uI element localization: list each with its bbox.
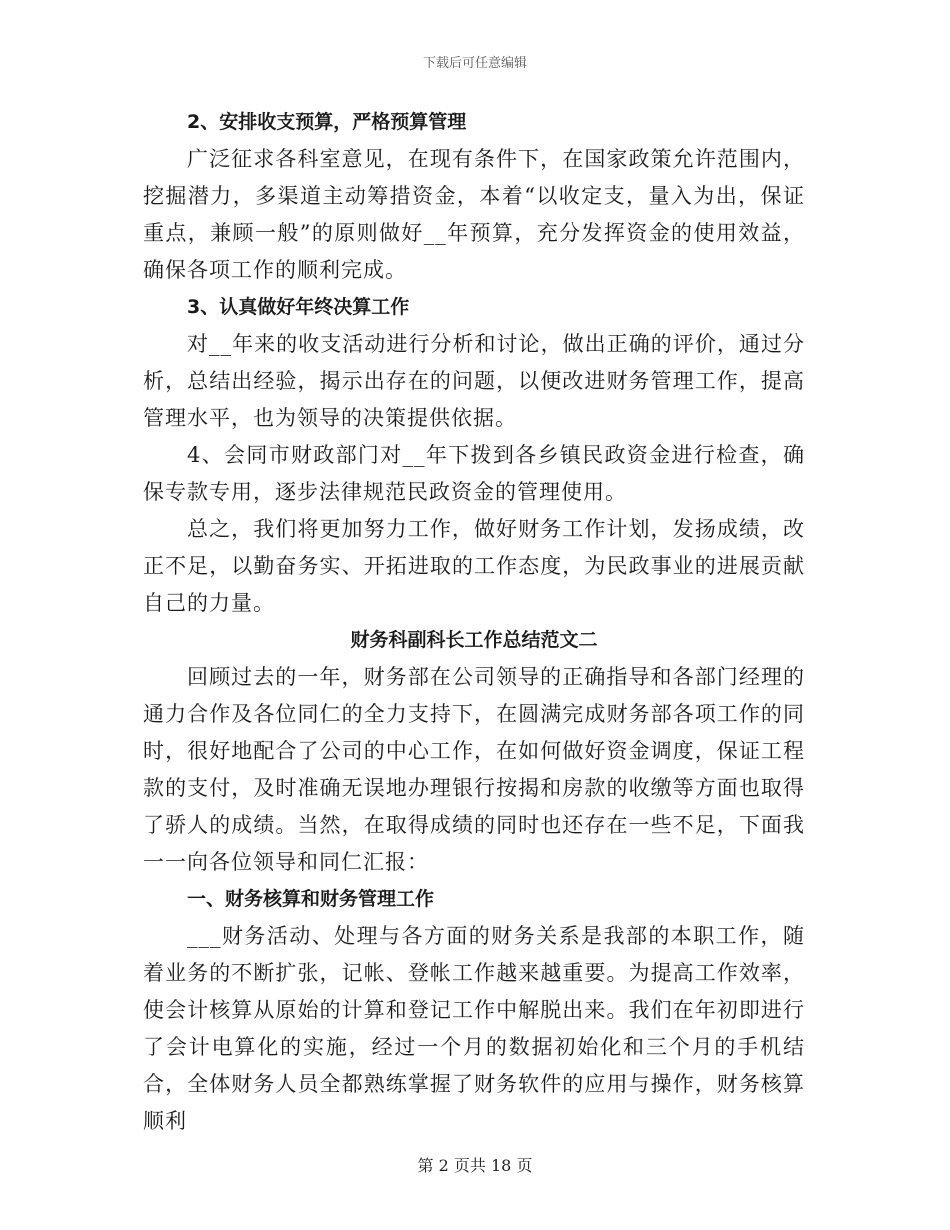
body-paragraph: 广泛征求各科室意见，在现有条件下，在国家政策允许范围内，挖掘潜力，多渠道主动筹措资金，本着“以收定支，量入为出，保证重点，兼顾一般”的原则做好__年预算，充分发挥资金的使用效益，确保各项工作的顺利完成。 — [143, 147, 805, 282]
body-paragraph: 对__年来的收支活动进行分析和讨论，做出正确的评价，通过分析，总结出经验，揭示出存在的问题，以便改进财务管理工作，提高管理水平，也为领导的决策提供依据。 — [143, 332, 805, 430]
body-paragraph: 总之，我们将更加努力工作，做好财务工作计划，发扬成绩，改正不足，以勤奋务实、开拓进取的工作态度，为民政事业的进展贡献自己的力量。 — [143, 517, 805, 615]
page-footer: 第 2 页共 18 页 — [417, 1156, 533, 1175]
section-heading: 一、财务核算和财务管理工作 — [187, 888, 435, 910]
body-paragraph: ___财务活动、处理与各方面的财务关系是我部的本职工作，随着业务的不断扩张，记帐、登帐工作越来越重要。为提高工作效率，使会计核算从原始的计算和登记工作中解脱出来。我们在年初即进行了会计电算化的实施，经过一个月的数据初始化和三个月的手机结合，全体财务人员全都熟练掌握了财务软件的应用与操作，财务核算顺利 — [143, 924, 805, 1133]
page-header: 下载后可任意编辑 — [422, 56, 527, 71]
article-title: 财务科副科长工作总结范文二 — [350, 629, 598, 651]
section-heading: 3、认真做好年终决算工作 — [187, 296, 410, 318]
body-paragraph: 4、会同市财政部门对__年下拨到各乡镇民政资金进行检查，确保专款专用，逐步法律规范民政资金的管理使用。 — [143, 443, 805, 504]
section-heading: 2、安排收支预算，严格预算管理 — [187, 111, 467, 133]
document-body — [143, 104, 805, 1140]
body-paragraph: 回顾过去的一年，财务部在公司领导的正确指导和各部门经理的通力合作及各位同仁的全力支持下，在圆满完成财务部各项工作的同时，很好地配合了公司的中心工作，在如何做好资金调度，保证工程款的支付，及时准确无误地办理银行按揭和房款的收缴等方面也取得了骄人的成绩。当然，在取得成绩的同时也还存在一些不足，下面我一一向各位领导和同仁汇报： — [143, 665, 805, 874]
